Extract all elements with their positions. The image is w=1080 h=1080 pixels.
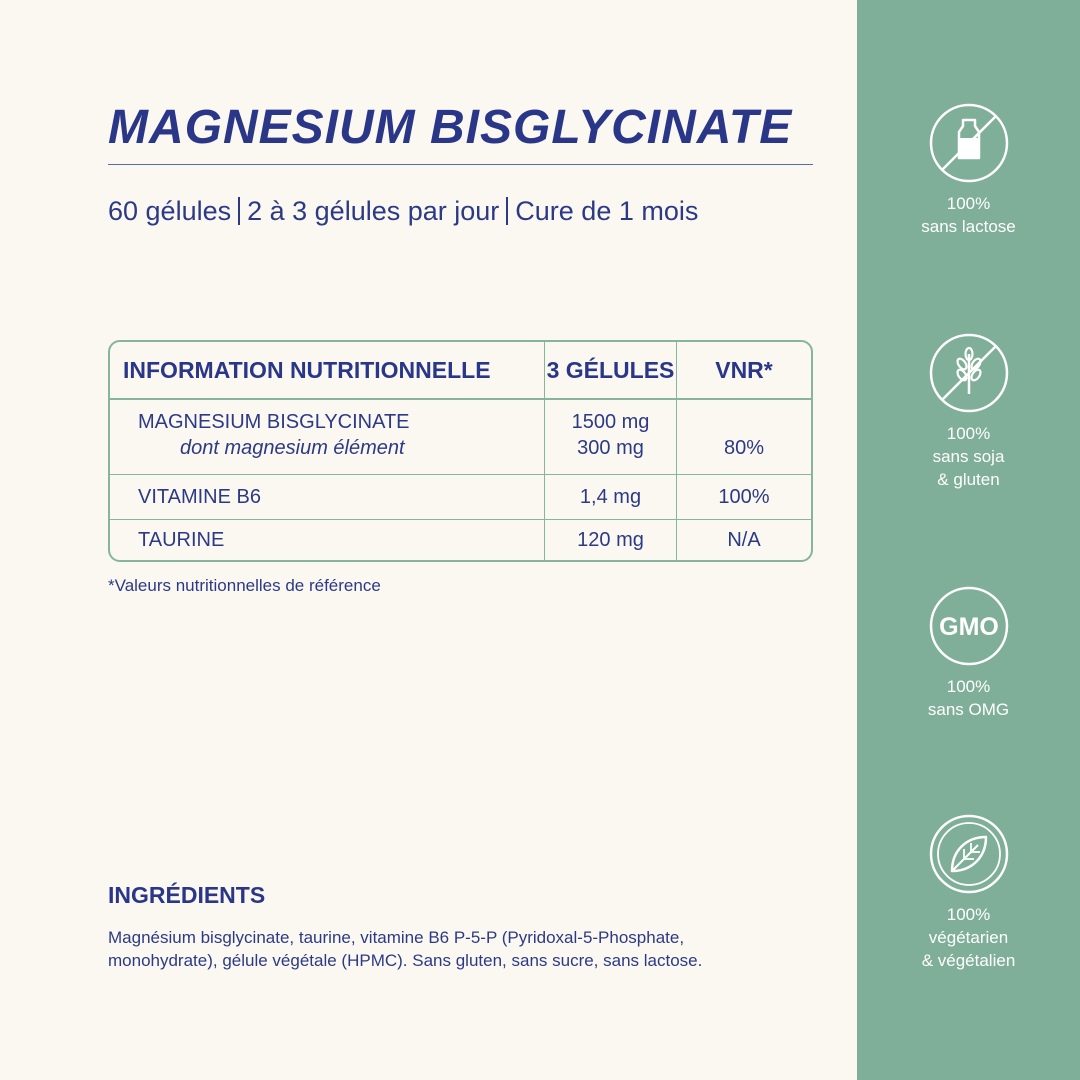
nutrient-amount: 1500 mg	[571, 411, 650, 433]
badge-gmo-free	[857, 585, 1080, 721]
leaf-icon	[928, 813, 1010, 895]
badge-soy-gluten-free	[857, 332, 1080, 491]
nutrient-name: VITAMINE B6	[138, 486, 261, 508]
nutrient-name: MAGNESIUM BISGLYCINATE	[138, 411, 410, 433]
header-capsules: 3 GÉLULES	[544, 342, 676, 398]
gmo-icon	[928, 585, 1010, 667]
capsule-count: 60 gélules	[108, 196, 232, 226]
table-row-taurine	[110, 520, 811, 562]
badge-percent: 100%	[946, 194, 991, 213]
ingredients-text	[108, 926, 808, 972]
badge-text: végétarien	[928, 928, 1009, 947]
table-row-magnesium	[110, 399, 811, 475]
badge-vegetarian-vegan	[857, 813, 1080, 972]
cure-duration: Cure de 1 mois	[515, 196, 699, 226]
ingredients-line: monohydrate), gélule végétale (HPMC). Sans gluten, sans sucre, sans lactose.	[108, 951, 703, 970]
gmo-icon-text: GMO	[938, 613, 999, 641]
product-subtitle	[108, 196, 698, 227]
badge-percent: 100%	[946, 677, 991, 696]
title-divider	[108, 164, 813, 165]
header-nutrition-info: INFORMATION NUTRITIONNELLE	[123, 357, 491, 383]
nutrient-amount: 1,4 mg	[544, 475, 676, 519]
badge-text: & végétalien	[921, 951, 1016, 970]
table-footnote: *Valeurs nutritionnelles de référence	[108, 576, 381, 595]
badge-text: sans soja	[932, 447, 1005, 466]
nutrient-subname: dont magnesium élément	[180, 437, 405, 459]
no-milk-bottle-icon	[928, 102, 1010, 184]
badge-text: & gluten	[937, 470, 1000, 489]
header-vnr: VNR*	[676, 342, 811, 398]
ingredients-line: Magnésium bisglycinate, taurine, vitamine B6 P-5-P (Pyridoxal-5-Phosphate,	[108, 928, 685, 947]
separator	[238, 197, 240, 225]
daily-dosage: 2 à 3 gélules par jour	[247, 196, 500, 226]
nutrient-vnr: 100%	[676, 475, 811, 519]
badge-percent: 100%	[946, 424, 991, 443]
nutrient-name: TAURINE	[138, 529, 225, 551]
nutrition-table	[108, 340, 813, 562]
separator	[506, 197, 508, 225]
badge-percent: 100%	[946, 905, 991, 924]
nutrient-subamount: 300 mg	[577, 437, 644, 459]
table-header-row	[110, 342, 811, 400]
nutrient-amount: 120 mg	[544, 520, 676, 562]
nutrient-vnr: N/A	[676, 520, 811, 562]
no-wheat-icon	[928, 332, 1010, 414]
table-row-vitamin-b6	[110, 475, 811, 520]
badge-text: sans OMG	[927, 700, 1010, 719]
badge-lactose-free	[857, 102, 1080, 238]
badge-text: sans lactose	[921, 217, 1016, 236]
ingredients-heading: INGRÉDIENTS	[108, 882, 266, 908]
nutrient-vnr: 80%	[676, 399, 811, 474]
product-title: MAGNESIUM BISGLYCINATE	[108, 101, 793, 154]
